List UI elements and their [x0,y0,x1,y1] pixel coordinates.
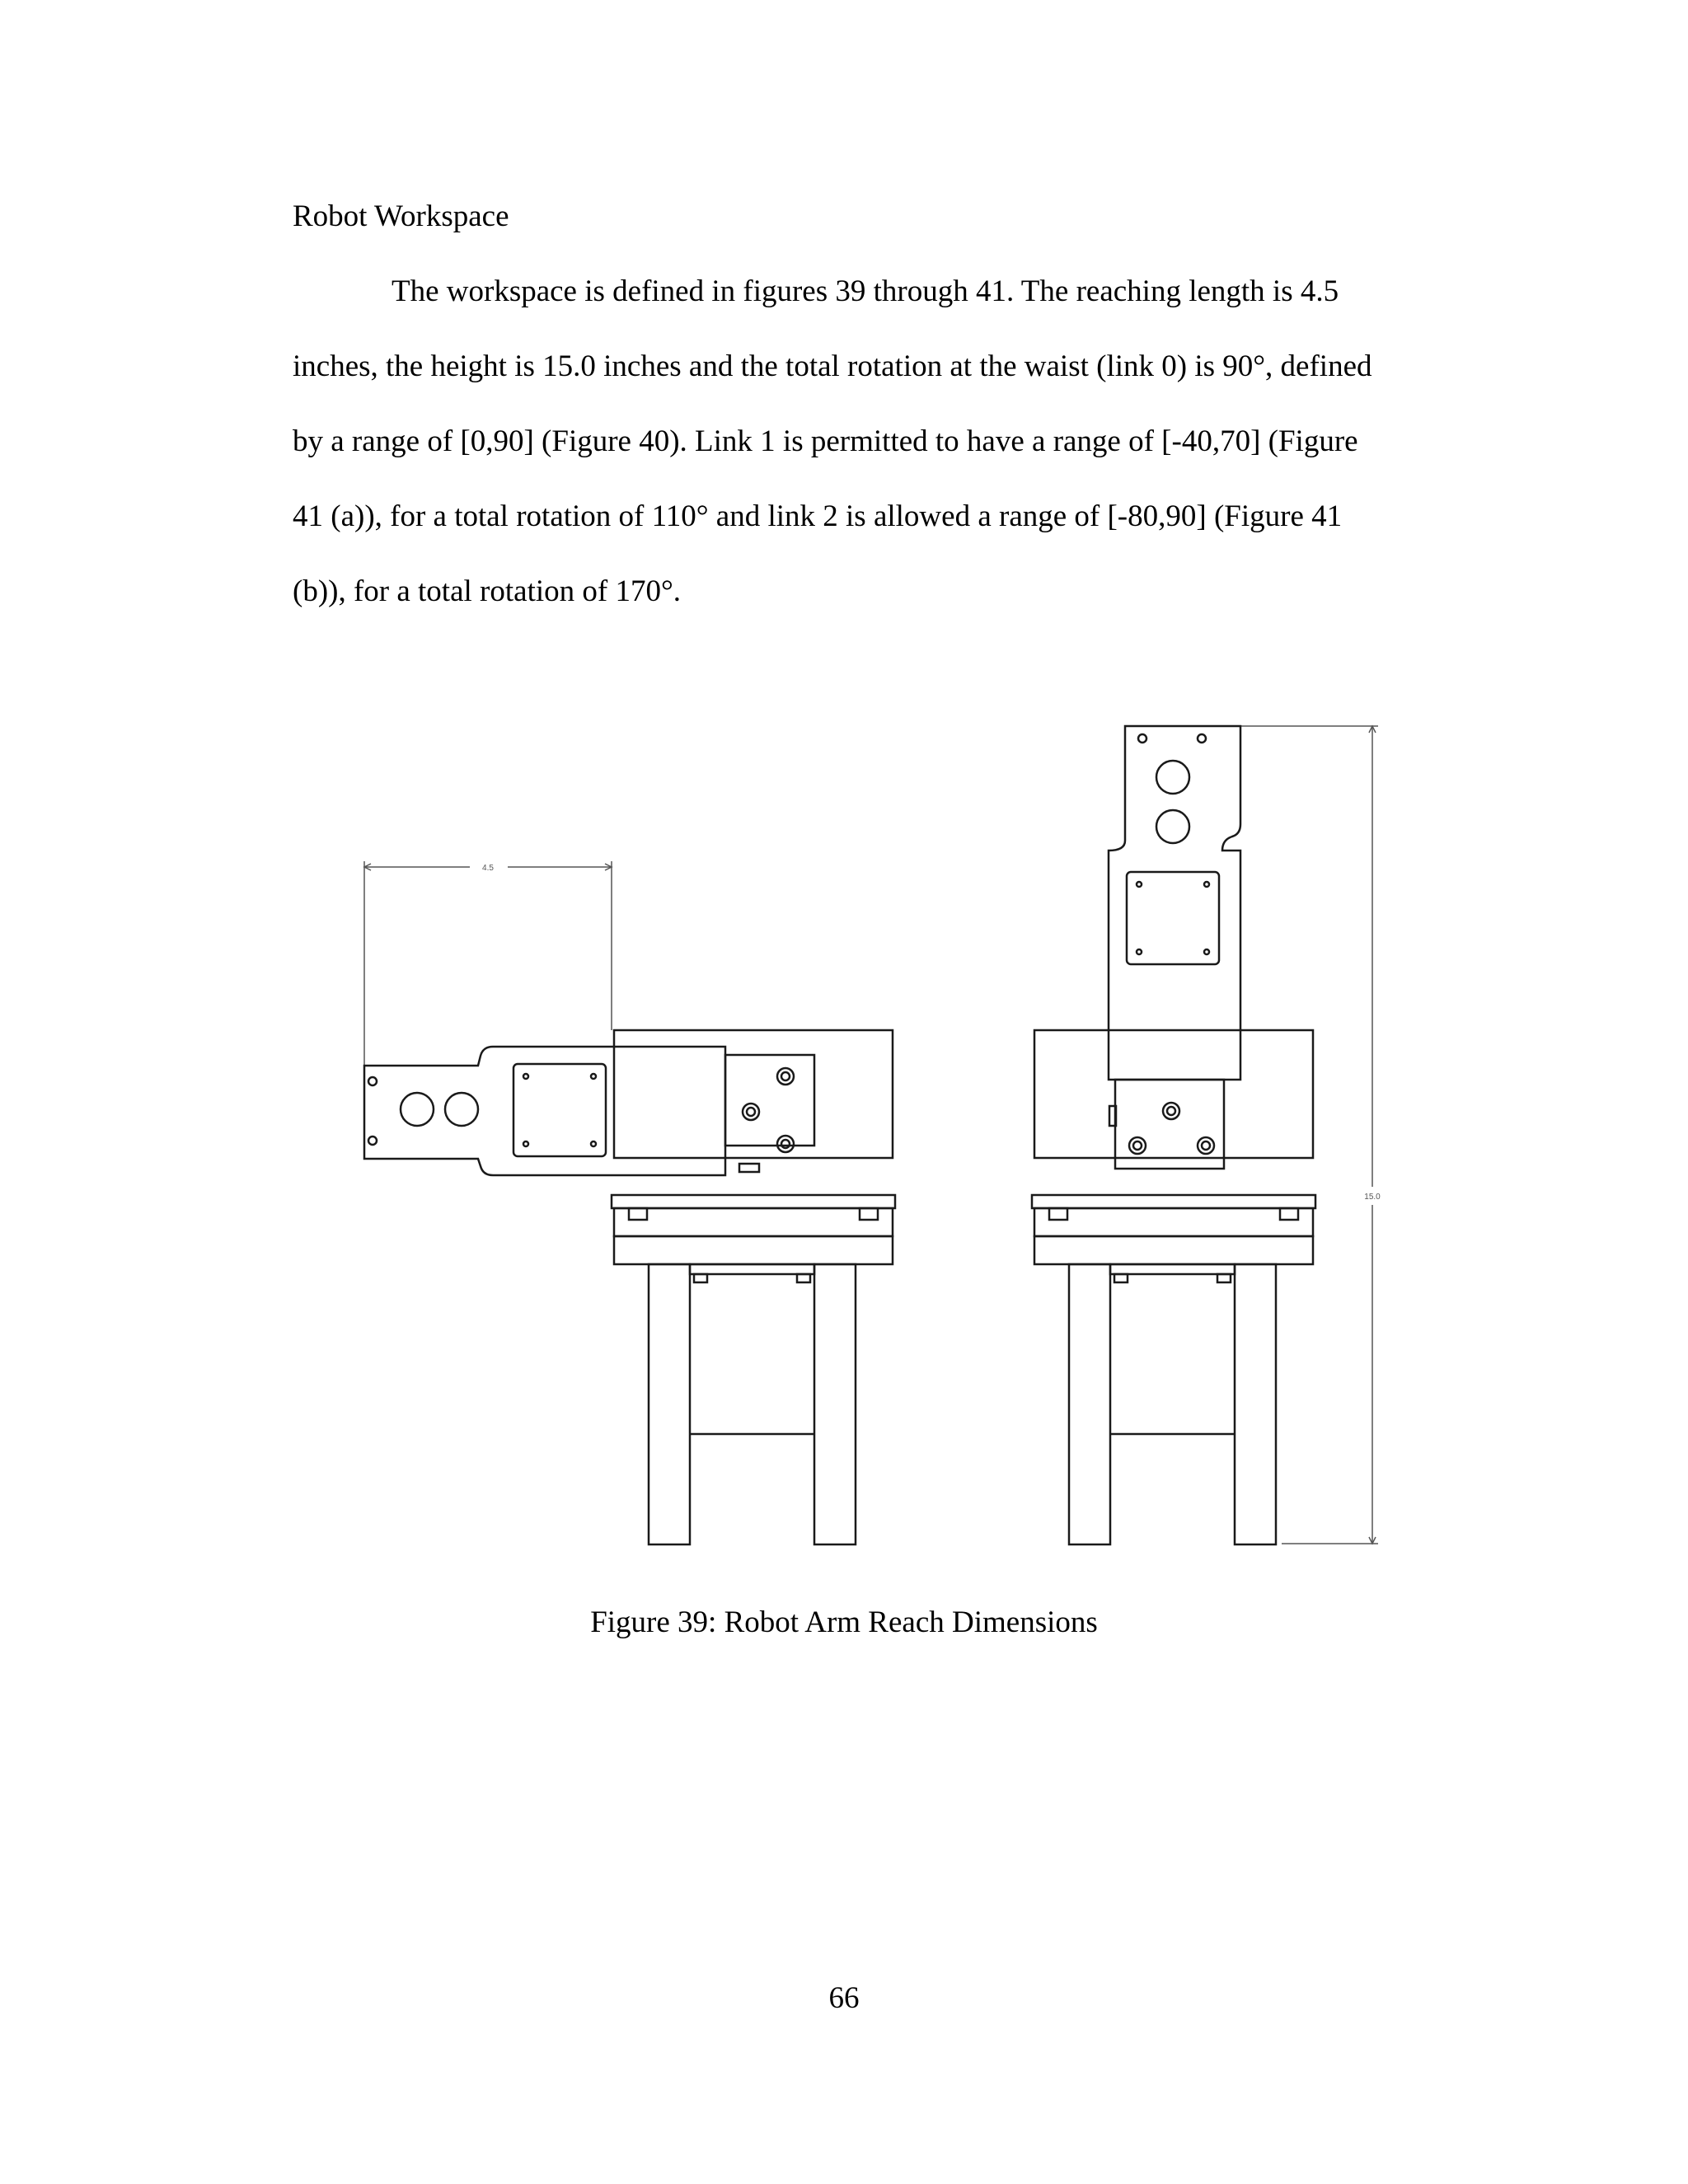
reach-dimension [364,861,612,1071]
reach-dimension-label: 4.5 [482,864,494,873]
arm-link-plate [1109,726,1240,1080]
paragraph-line: by a range of [0,90] (Figure 40). Link 1 is permitted to have a range of [-40,70] (Figure [293,424,1358,458]
paragraph-line: (b)), for a total rotation of 170°. [293,574,681,608]
bolt-hole-icon [1156,761,1189,794]
base-housing [1034,1030,1313,1158]
robot-arm-drawing [346,709,1401,1566]
table-leg [1069,1264,1110,1544]
table-leg [649,1264,690,1544]
figure-caption: Figure 39: Robot Arm Reach Dimensions [590,1605,1098,1639]
right-view-arm-vertical [1032,726,1381,1544]
base-housing [614,1030,893,1158]
table-leg [1235,1264,1276,1544]
height-dimension [1240,726,1378,1544]
paragraph-line: inches, the height is 15.0 inches and the total rotation at the waist (link 0) is 90°, defined [293,349,1372,383]
table-leg [814,1264,856,1544]
height-dimension-label: 15.0 [1364,1193,1381,1202]
bolt-hole-icon [401,1093,434,1126]
paragraph-line: The workspace is defined in figures 39 through 41. The reaching length is 4.5 [392,274,1339,308]
technical-drawing [346,709,1401,1566]
paragraph-line: 41 (a)), for a total rotation of 110° and link 2 is allowed a range of [-80,90] (Figure 41 [293,499,1343,533]
left-view-arm-extended [364,861,895,1544]
section-heading: Robot Workspace [293,199,509,233]
page-number: 66 [828,1981,860,2015]
